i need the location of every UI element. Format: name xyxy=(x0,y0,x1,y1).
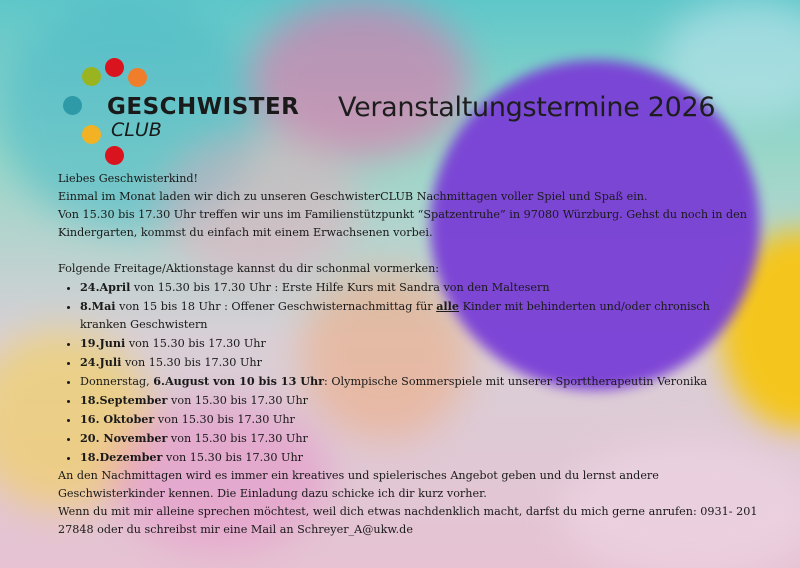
logo-title: GESCHWISTER xyxy=(107,94,300,120)
logo-dot xyxy=(105,58,124,77)
logo-dot xyxy=(128,68,147,87)
intro-line: Einmal im Monat laden wir dich zu unseren GeschwisterCLUB Nachmittagen voller Spiel und Spaß ein. xyxy=(58,190,648,203)
logo-dot xyxy=(82,67,101,86)
list-item: • 18.September von 15.30 bis 17.30 Uhr xyxy=(80,391,758,410)
event-list xyxy=(58,278,758,467)
list-item: • 24.Juli von 15.30 bis 17.30 Uhr xyxy=(80,353,758,372)
outro-line: An den Nachmittagen wird es immer ein kreatives und spielerisches Angebot geben und du lernst andere Geschwisterkinder kennen. Die Einladung dazu schicke ich dir kurz vorher. xyxy=(58,469,659,500)
page-title: Veranstaltungstermine 2026 xyxy=(338,92,716,123)
intro-line: Von 15.30 bis 17.30 Uhr treffen wir uns im Familienstützpunkt “Spatzentruhe” in 97080 Würzburg. Gehst du noch in den Kindergarten, kommst du einfach mit einem Erwachsenen vorbei. xyxy=(58,208,747,239)
logo-dot xyxy=(105,146,124,165)
logo-dot xyxy=(63,96,82,115)
list-item: • 24.April von 15.30 bis 17.30 Uhr : Erste Hilfe Kurs mit Sandra von den Maltesern xyxy=(80,278,758,297)
list-item: • 8.Mai von 15 bis 18 Uhr : Offener Geschwisternachmittag für alle Kinder mit behinderten und/oder chronisch kranken Geschwistern xyxy=(80,297,758,334)
list-item: • 18.Dezember von 15.30 bis 17.30 Uhr xyxy=(80,448,758,467)
contact-line: Wenn du mit mir alleine sprechen möchtest, weil dich etwas nachdenklich macht, darfst du mich gerne anrufen: 0931- 201 27848 oder du schreibst mir eine Mail an Schreyer_A@ukw.de xyxy=(58,505,758,536)
greeting: Liebes Geschwisterkind! xyxy=(58,172,199,185)
list-item: • 19.Juni von 15.30 bis 17.30 Uhr xyxy=(80,334,758,353)
geschwister-club-logo xyxy=(55,55,300,170)
list-intro: Folgende Freitage/Aktionstage kannst du dir schonmal vormerken: xyxy=(58,262,440,275)
list-item: • Donnerstag, 6.August von 10 bis 13 Uhr: Olympische Sommerspiele mit unserer Sporttherapeutin Veronika xyxy=(80,372,758,391)
logo-dot xyxy=(82,125,101,144)
logo-subtitle: CLUB xyxy=(111,119,162,141)
list-item: • 16. Oktober von 15.30 bis 17.30 Uhr xyxy=(80,410,758,429)
list-item: • 20. November von 15.30 bis 17.30 Uhr xyxy=(80,429,758,448)
letter-body xyxy=(58,170,758,539)
